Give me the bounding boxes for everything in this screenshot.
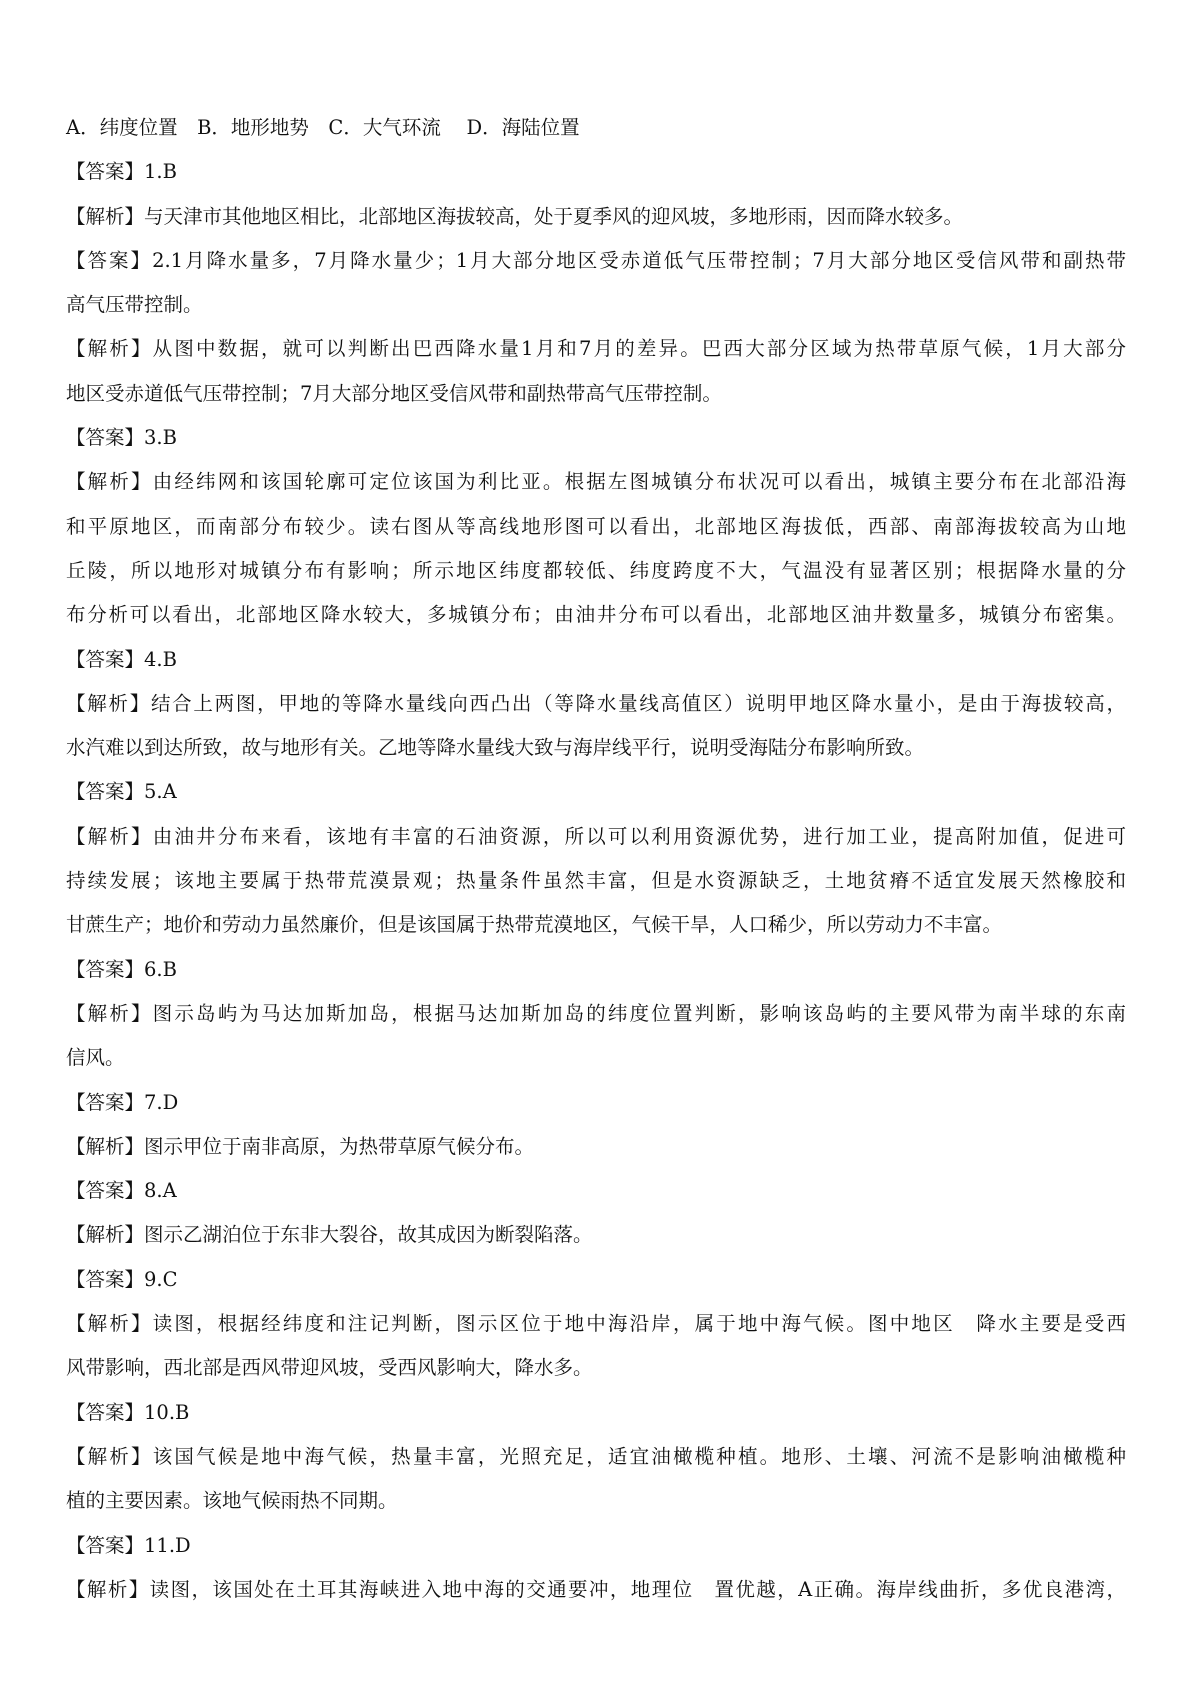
text-line: 【解析】从图中数据，就可以判断出巴西降水量1月和7月的差异。巴西大部分区域为热带草原气候，1月大部分 — [66, 337, 1126, 361]
document-body — [66, 106, 1126, 1612]
text-line: 【答案】11.D — [66, 1533, 191, 1557]
text-line: 持续发展；该地主要属于热带荒漠景观；热量条件虽然丰富，但是水资源缺乏，土地贫瘠不适宜发展天然橡胶和 — [66, 869, 1126, 893]
text-line: 【解析】读图，根据经纬度和注记判断，图示区位于地中海沿岸，属于地中海气候。图中地区 降水主要是受西 — [66, 1312, 1126, 1336]
text-line: 【解析】读图，该国处在土耳其海峡进入地中海的交通要冲，地理位 置优越，A正确。海岸线曲折，多优良港湾， — [66, 1577, 1126, 1601]
text-line: 【答案】3.B — [66, 426, 177, 450]
text-line: 【解析】由油井分布来看，该地有丰富的石油资源，所以可以利用资源优势，进行加工业，提高附加值，促进可 — [66, 824, 1126, 848]
text-line: 【答案】8.A — [66, 1179, 177, 1203]
text-line: 【解析】图示岛屿为马达加斯加岛，根据马达加斯加岛的纬度位置判断，影响该岛屿的主要风带为南半球的东南 — [66, 1001, 1126, 1025]
text-line: 【解析】图示乙湖泊位于东非大裂谷，故其成因为断裂陷落。 — [66, 1223, 593, 1247]
text-line: 高气压带控制。 — [66, 293, 203, 317]
text-line: A．纬度位置 B．地形地势 C．大气环流 D．海陆位置 — [66, 116, 580, 139]
text-line: 甘蔗生产；地价和劳动力虽然廉价，但是该国属于热带荒漠地区，气候干旱，人口稀少，所以劳动力不丰富。 — [66, 913, 1003, 937]
text-line: 【解析】图示甲位于南非高原，为热带草原气候分布。 — [66, 1134, 535, 1158]
text-line: 【答案】4.B — [66, 647, 177, 671]
text-line: 【答案】10.B — [66, 1400, 190, 1424]
text-line: 和平原地区，而南部分布较少。读右图从等高线地形图可以看出，北部地区海拔低，西部、南部海拔较高为山地 — [66, 514, 1126, 538]
text-line: 【解析】该国气候是地中海气候，热量丰富，光照充足，适宜油橄榄种植。地形、土壤、河流不是影响油橄榄种 — [66, 1444, 1126, 1468]
text-line: 【答案】9.C — [66, 1267, 178, 1291]
text-line: 【答案】6.B — [66, 957, 177, 981]
text-line: 布分析可以看出，北部地区降水较大，多城镇分布；由油井分布可以看出，北部地区油井数量多，城镇分布密集。 — [66, 603, 1126, 627]
text-line: 【答案】5.A — [66, 780, 177, 804]
text-line: 风带影响，西北部是西风带迎风坡，受西风影响大，降水多。 — [66, 1356, 593, 1380]
text-line: 【解析】由经纬网和该国轮廓可定位该国为利比亚。根据左图城镇分布状况可以看出，城镇主要分布在北部沿海 — [66, 470, 1126, 494]
text-line: 植的主要因素。该地气候雨热不同期。 — [66, 1489, 398, 1513]
text-line: 【答案】1.B — [66, 160, 177, 184]
text-line: 水汽难以到达所致，故与地形有关。乙地等降水量线大致与海岸线平行，说明受海陆分布影响所致。 — [66, 736, 925, 760]
text-line: 丘陵，所以地形对城镇分布有影响；所示地区纬度都较低、纬度跨度不大，气温没有显著区别；根据降水量的分 — [66, 558, 1126, 582]
text-line: 信风。 — [66, 1046, 125, 1070]
text-line: 【答案】7.D — [66, 1090, 179, 1114]
text-line: 【解析】结合上两图，甲地的等降水量线向西凸出（等降水量线高值区）说明甲地区降水量小，是由于海拔较高， — [66, 691, 1126, 715]
text-line: 地区受赤道低气压带控制；7月大部分地区受信风带和副热带高气压带控制。 — [66, 381, 722, 405]
text-line: 【答案】2.1月降水量多，7月降水量少；1月大部分地区受赤道低气压带控制；7月大部分地区受信风带和副热带 — [66, 248, 1126, 272]
text-line: 【解析】与天津市其他地区相比，北部地区海拔较高，处于夏季风的迎风坡，多地形雨，因而降水较多。 — [66, 204, 964, 228]
